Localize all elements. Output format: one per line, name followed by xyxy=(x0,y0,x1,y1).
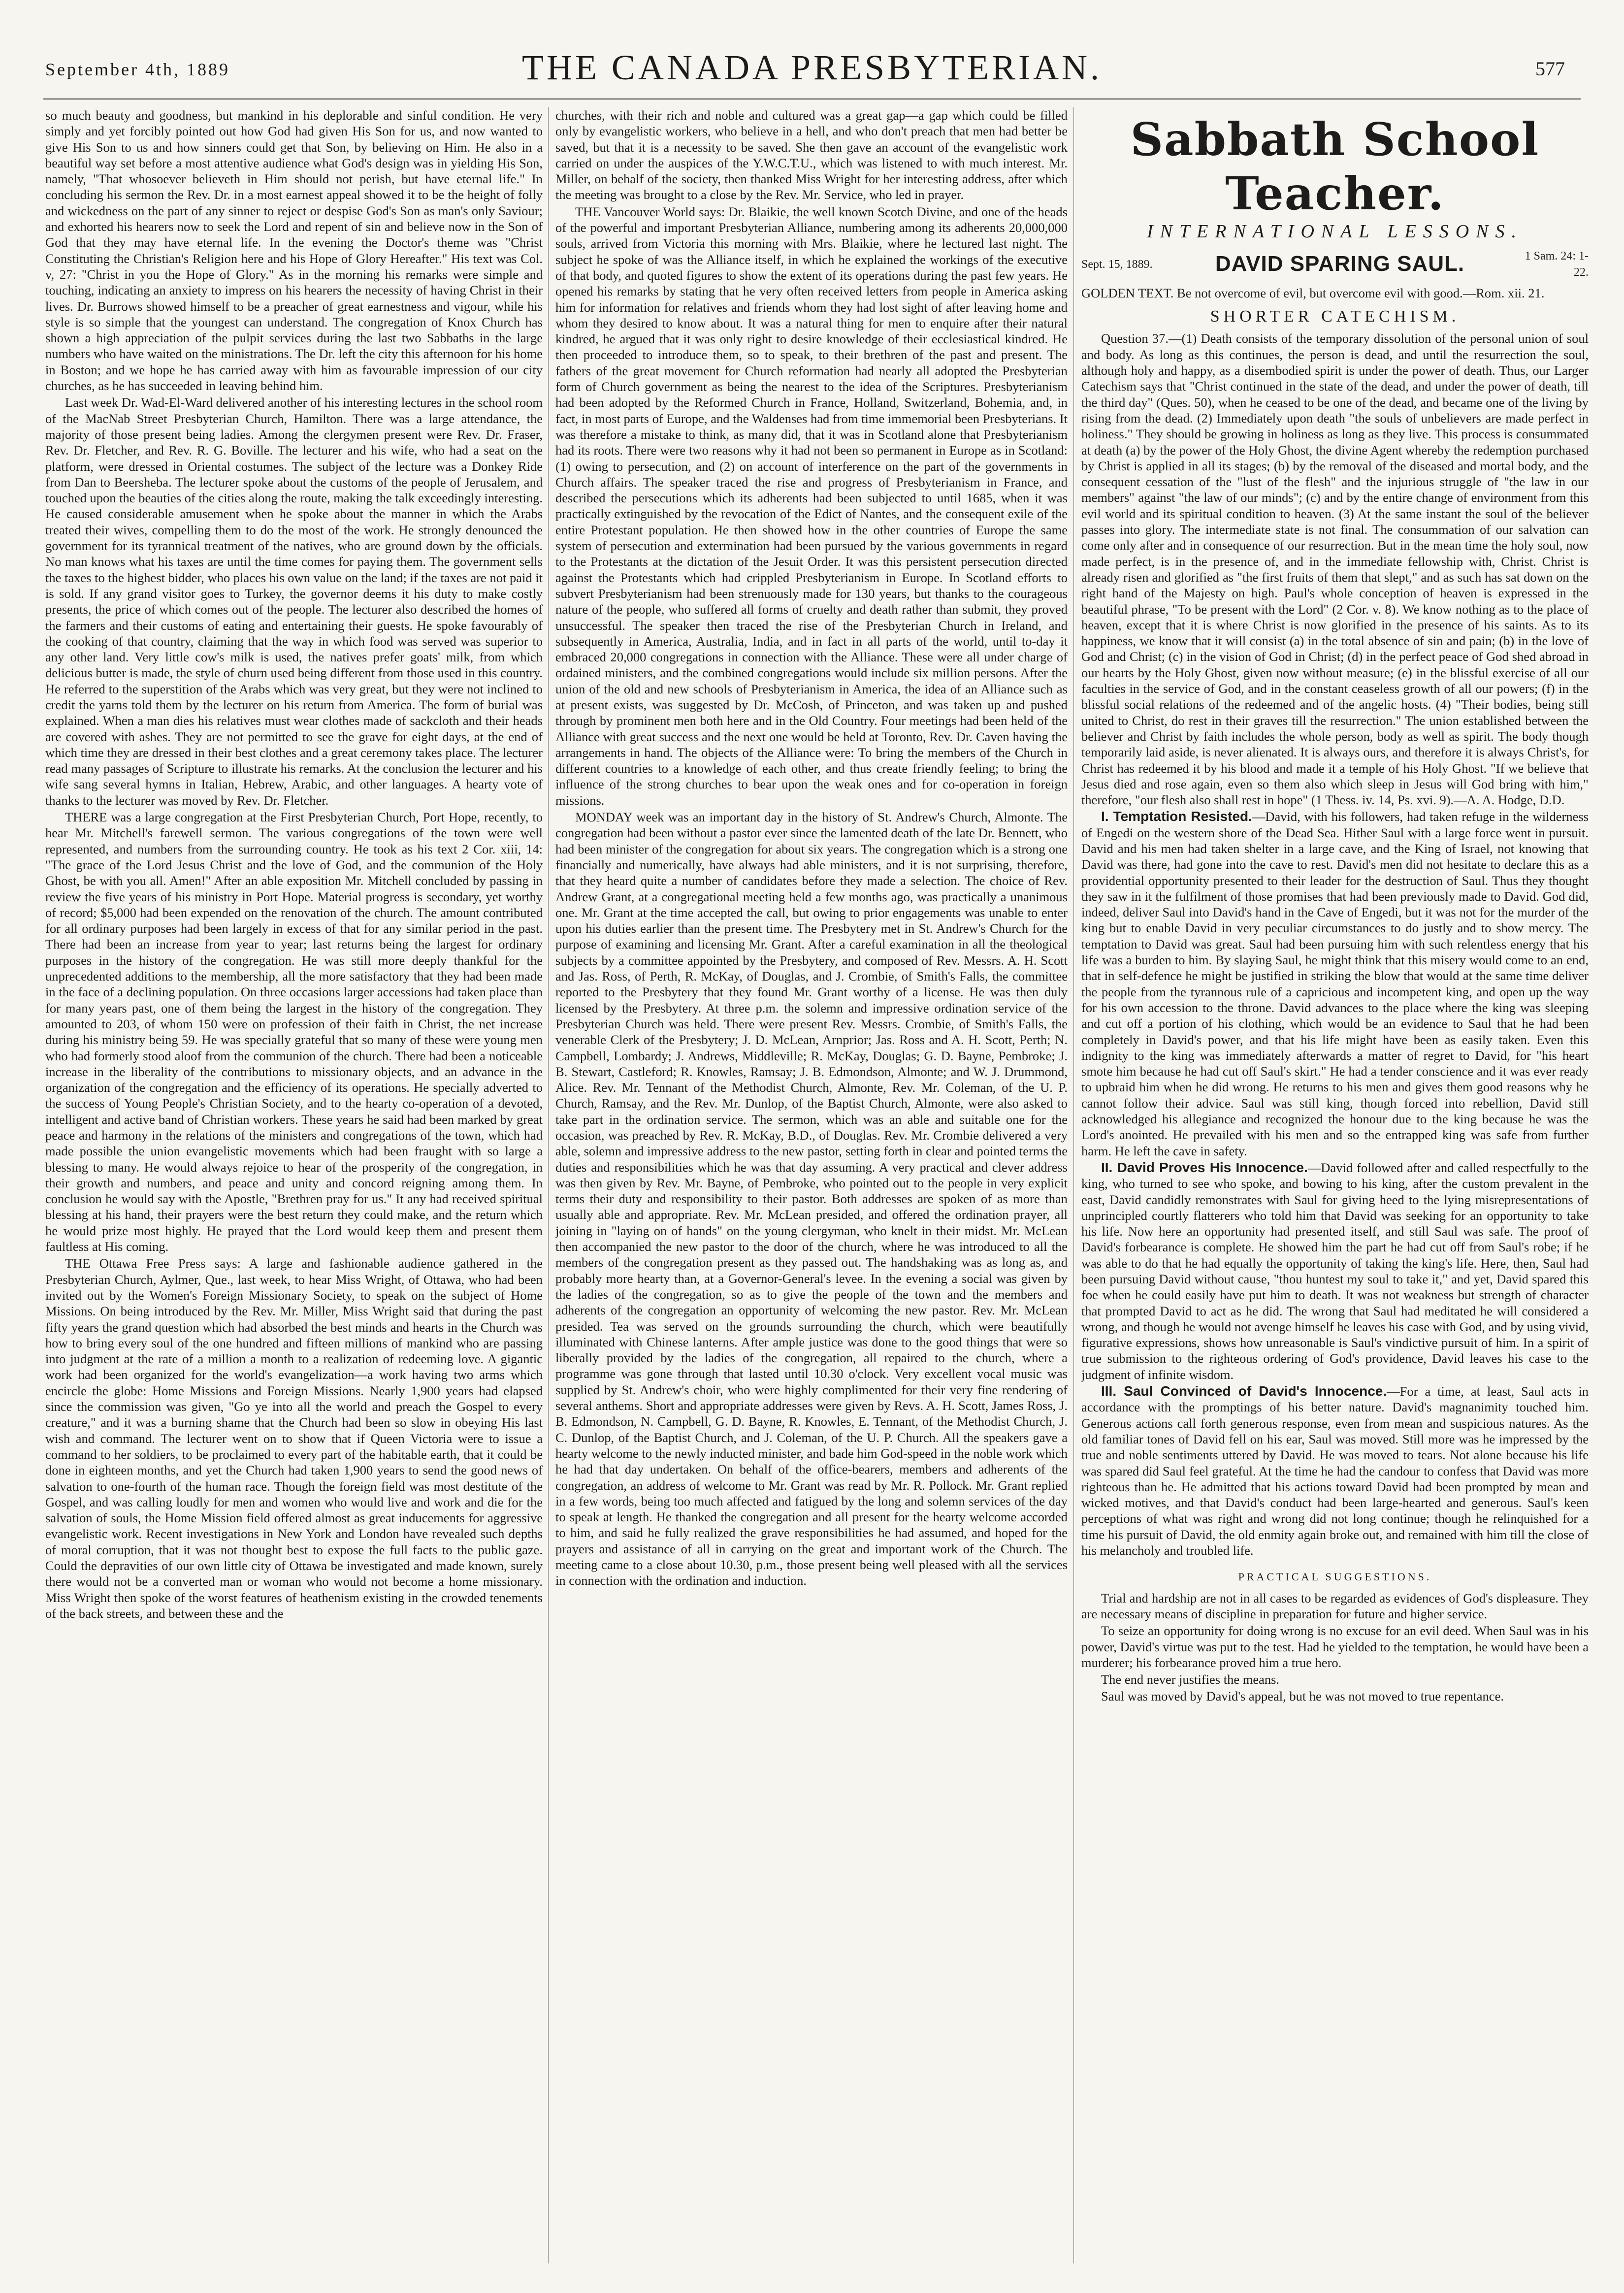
article-ottawa-free-press: THE Ottawa Free Press says: A large and fashionable audience gathered in the Presbyterian Church, Aylmer, Que., last week, to hear Miss Wright, of Ottawa, who had been invited out by the Women's Foreign Missionary Society, to speak on the subject of Home Missions. On being introduced by the Rev. Mr. Miller, Miss Wright said that during the past fifty years the grand question which had absorbed the best minds and hearts in the Church was how to bring every soul of the one hundred and fifteen millions of mankind who are passing into judgment at the rate of a million a month to a realization of redeeming love. A gigantic work had been organized for the world's evangelization—a work having two arms which encircle the globe: Home Missions and Foreign Missions. Nearly 1,900 years had elapsed since the commission was given, "Go ye into all the world and preach the Gospel to every creature," and it was a burning shame that the Church had been so slow in obeying His last wish and command. The lecturer went on to show that if Queen Victoria were to issue a command to her soldiers, to be proclaimed to every part of the habitable earth, that it could be done in eighteen months, and yet the Church had taken 1,900 years to send the good news of salvation to one-fourth of the human race. Though the foreign field was most destitute of the Gospel, and was calling loudly for men and women who would live and work and die for the salvation of souls, the Home Mission field offered almost as great inducements for aggressive evangelistic work. Recent investigations in New York and London have revealed such depths of moral corruption, that it was not thought best to expose the full facts to the public gaze. Could the depravities of our own little city of Ottawa be investigated and made known, surely there would not be a converted man or woman who would not become a home missionary. Miss Wright then spoke of the worst features of heathenism existing in the crowded tenements of the back streets, and between these and the xyxy=(45,1256,543,1621)
column-divider xyxy=(1073,107,1074,2263)
masthead-rule xyxy=(43,98,1581,99)
lesson-date: Sept. 15, 1889. xyxy=(1081,258,1153,271)
practical-suggestions-heading: PRACTICAL SUGGESTIONS. xyxy=(1238,1571,1432,1583)
section-2-heading: II. David Proves His Innocence. xyxy=(1101,1159,1308,1175)
section-3-body: —For a time, at least, Saul acts in accordance with the promptings of his better nature. David's magnanimity touched him. Generous actions call forth generous response, even from mean and suspicious natures. As the old familiar tones of David fell on his ear, Saul was moved. Still more was he impressed by the true and noble sentiments uttered by David. He was moved to tears. Not alone because his life was spared did Saul feel grateful. At the time he had the candour to confess that David was more righteous than he. He admitted that his actions toward David had been prompted by mean and wicked motives, and that David's conduct had been large-hearted and generous. Saul's keen perceptions of what was right and wrong did not long continue; though he relinquished for a time his pursuit of David, the old enmity again broke out, and remained with him till the close of his melancholy and troubled life. xyxy=(1081,1384,1589,1558)
lesson-section-3 xyxy=(1081,1383,1589,1558)
practical-suggestion: Saul was moved by David's appeal, but he was not moved to true repentance. xyxy=(1101,1689,1504,1704)
article-almonte-ordination: MONDAY week was an important day in the history of St. Andrew's Church, Almonte. The congregation had been without a pastor ever since the lamented death of the late Dr. Bennett, who had been minister of the congregation for about six years. The congregation which is a strong one financially and numerically, have always had able ministers, and it is not surprising, therefore, that they heard quite a number of candidates before they made a selection. The choice of Rev. Andrew Grant, at a congregational meeting held a few months ago, was practically a unanimous one. Mr. Grant at the time accepted the call, but owing to prior engagements was unable to enter upon his duties earlier than the present time. The Presbytery met in St. Andrew's Church for the purpose of examining and licensing Mr. Grant. After a careful examination in all the theological subjects by a committee appointed by the Presbytery, and composed of Rev. Messrs. A. H. Scott and Jas. Ross, of Perth, R. McKay, of Douglas, and J. Crombie, of Smith's Falls, the committee reported to the Presbytery that they found Mr. Grant worthy of a license. He was then duly licensed by the Presbytery. At three p.m. the solemn and impressive ordination service of the Presbyterian Church was held. There were present Rev. Messrs. Crombie, of Smith's Falls, the venerable Clerk of the Presbytery; J. D. McLean, Arnprior; Jas. Ross and A. H. Scott, Perth; N. Campbell, Lombardy; J. Andrews, Middleville; R. McKay, Douglas; G. D. Bayne, Pembroke; J. B. Stewart, Castleford; R. Knowles, Ramsay; J. B. Edmondson, Almonte; and W. J. Drummond, Alice. Rev. Mr. Tennant of the Methodist Church, Almonte, Rev. Mr. Coleman, of the U. P. Church, Ramsay, and the Rev. Mr. Dunlop, of the Baptist Church, Almonte, were also asked to take part in the ordination service. The sermon, which was an able and suitable one for the occasion, was preached by Rev. R. McKay, B.D., of Douglas. Rev. Mr. Crombie delivered a very able, solemn and impressive address to the new pastor, setting forth in clear and pointed terms the duties and responsibilities which he was that day assuming. A very practical and clever address was then given by Rev. Mr. Bayne, of Pembroke, who pointed out to the people in very explicit terms their duty and responsibility to their pastor. Both addresses are spoken of as more than usually able and appropriate. Rev. Mr. McLean presided, and offered the ordination prayer, all joining in "laying on of hands" on the young clergyman, who knelt in their midst. Mr. McLean then accompanied the new pastor to the door of the church, where he was introduced to all the members of the congregation present as they passed out. The handshaking was as long as, and probably more hearty than, at a Governor-General's levee. In the evening a social was given by the ladies of the congregation, so as to give the people of the town and the members and adherents of the congregation an opportunity of welcoming the new pastor. Rev. Mr. McLean presided. Tea was served on the grounds surrounding the church, which were beautifully illuminated with Chinese lanterns. After ample justice was done to the good things that were so liberally provided by the ladies of the congregation, all repaired to the church, where a programme was gone through that lasted until 10.30 o'clock. Very excellent vocal music was supplied by St. Andrew's choir, who were highly complimented for their very fine rendering of several anthems. Short and appropriate addresses were given by Revs. A. H. Scott, James Ross, J. B. Edmondson, N. Campbell, G. D. Bayne, R. Knowles, E. Tennant, of the Methodist Church, J. C. Dunlop, of the Baptist Church, and J. Coleman, of the U. P. Church. All the speakers gave a hearty welcome to the newly inducted minister, and bade him God-speed in the noble work which he had that day undertaken. On behalf of the office-bearers, members and adherents of the congregation, an address of welcome to Mr. Grant was read by Mr. R. Pollock. Mr. Grant replied in a few words, being too much affected and fatigued by the long and solemn services of the day to speak at length. He thanked the congregation and all present for the hearty welcome accorded to him, and said he fully realized the grave responsibilities he had assumed, and hoped for the prayers and assistance of all in carrying on the great and important work of the Church. The meeting came to a close about 10.30, p.m., those present being well pleased with all the services in connection with the ordination and induction. xyxy=(555,810,1068,1588)
lesson-section-2 xyxy=(1081,1160,1589,1382)
page-number: 577 xyxy=(1535,58,1565,80)
article-vancouver-world: THE Vancouver World says: Dr. Blaikie, the well known Scotch Divine, and one of the heads of the powerful and important Presbyterian Alliance, numbering among its adherents 20,000,000 souls, arrived from Victoria this morning with Mrs. Blaikie, where he lectured last night. The subject he spoke of was the Alliance itself, in which he explained the workings of the executive of that body, and quoted figures to show the extent of its operations during the past few years. He opened his remarks by stating that he very often received letters from people in America asking him for information for relatives and friends whom they had lost sight of after leaving home and whom they desired to know about. It was a natural thing for men to enquire after their natural kindred, he argued that it was only right to desire knowledge of their ecclesiastical kindred. He then proceeded to introduce them, so to speak, to their brethren of the past and present. The fathers of the great movement for Church reformation had nearly all adopted the Presbyterian form of Church government as being the nearest to the idea of the Scriptures. Presbyterianism had been adopted by the Reformed Church in France, Holland, Switzerland, Bohemia, and, in fact, in most parts of Europe, and the Waldenses had from time immemorial been Presbyterians. It was therefore a mistake to think, as many did, that it was in Scotland alone that Presbyterianism had its roots. There were two reasons why it had not been so permanent in Europe as in Scotland: (1) owing to persecution, and (2) on account of interference on the part of the governments in Church affairs. The speaker traced the rise and progress of Presbyterianism in France, and described the persecutions which its adherents had been subjected to until 1685, when it was practically extinguished by the revocation of the Edict of Nantes, and the consequent exile of the entire Protestant population. He then showed how in the other countries of Europe the same system of persecution and extermination had been pursued by the various governments in regard to the Protestants at the dictation of the Jesuit Order. It was this persistent persecution directed against the Protestants which had crippled Presbyterianism in Europe. In Scotland efforts to subvert Presbyterianism had been strenuously made for 130 years, but thanks to the courageous nature of the people, who suffered all forms of cruelty and death rather than submit, they proved unsuccessful. The speaker then traced the rise of the Presbyterian Church in Ireland, and subsequently in America, Australia, India, and in fact in all parts of the world, until to-day it embraced 20,000 congregations in connection with the Alliance. These were all under charge of ordained ministers, and the combined congregations would include six million persons. After the union of the old and new schools of Presbyterianism in America, the idea of an Alliance such as at present exists, was suggested by Dr. McCosh, of Princeton, and was taken up and pushed through by prominent men both here and in the Old Country. Four meetings had been held of the Alliance with great success and the next one would be held at Toronto, Rev. Dr. Caven having the arrangements in hand. The objects of the Alliance were: To bring the members of the Church in different countries to a knowledge of each other, and thus create friendly feeling; to bring the influence of the strong churches to bear upon the weak ones and for co-operation in foreign missions. xyxy=(555,204,1068,808)
section-subtitle: INTERNATIONAL LESSONS. xyxy=(1146,221,1524,242)
section-1-heading: I. Temptation Resisted. xyxy=(1101,809,1252,824)
article-wad-el-ward-lecture: Last week Dr. Wad-El-Ward delivered another of his interesting lectures in the school room of the MacNab Street Presbyterian Church, Hamilton. There was a large attendance, the majority of those present being ladies. Among the clergymen present were Rev. Dr. Fraser, Rev. Dr. Fletcher, and Rev. R. G. Boville. The lecturer and his wife, who had a seat on the platform, were dressed in Oriental costumes. The subject of the lecture was a Donkey Ride from Dan to Beersheba. The lecturer spoke about the customs of the people of Jerusalem, and touched upon the beauties of the cities along the route, making the talk exceedingly interesting. He caused considerable amusement when he spoke about the manner in which the Arabs treated their wives, compelling them to do the most of the work. He strongly denounced the government for its tyrannical treatment of the natives, who are ground down by the officials. No man knows what his taxes are until the time comes for paying them. The government sells the taxes to the highest bidder, who places his own value on the land; if the taxes are not paid it is sold. If any grand visitor goes to Turkey, the governor deems it his duty to make costly presents, the price of which comes out of the people. The lecturer also described the homes of the farmers and their customs of eating and entertaining their guests. He spoke favourably of the cooking of that country, claiming that the way in which food was served was superior to any other land. Very little cow's milk is used, the natives prefer goats' milk, from which delicious butter is made, the style of churn used being different from those used in this country. He referred to the superstition of the Arabs which was very great, but they were not inclined to credit the yarns told them by the lecturer on his return from America. The form of burial was explained. When a man dies his relatives must wear clothes made of sackcloth and their heads are covered with ashes. They are not permitted to see the grave for eight days, at the end of which time they are dressed in their best clothes and a great ceremony takes place. The lecturer read many passages of Scripture to illustrate his remarks. At the conclusion the lecturer and his wife sang several hymns in Italian, Hebrew, Arabic, and other languages. A hearty vote of thanks to the lecturer was moved by Rev. Dr. Fletcher. xyxy=(45,395,543,808)
masthead-title: THE CANADA PRESBYTERIAN. xyxy=(521,48,1103,87)
shorter-catechism-heading: SHORTER CATECHISM. xyxy=(1210,307,1460,326)
article-ottawa-free-press-cont: churches, with their rich and noble and cultured was a great gap—a gap which could be filled only by evangelistic workers, who believe in a hell, and who don't preach that men had better be saved, but that it is a necessity to be saved. She then gave an account of the evangelistic work carried on under the auspices of the Y.W.C.T.U., which was listened to with much interest. Mr. Miller, on behalf of the society, then thanked Miss Wright for her interesting address, after which the meeting was brought to a close by the Rev. Mr. Service, who led in prayer. xyxy=(555,108,1068,202)
column-3 xyxy=(1081,107,1589,2273)
column-divider xyxy=(548,107,549,2263)
section-title: Sabbath School Teacher. xyxy=(1130,113,1540,220)
section-3-heading: III. Saul Convinced of David's Innocence. xyxy=(1101,1383,1387,1399)
column-1 xyxy=(45,107,543,2273)
section-2-body: —David followed after and called respectfully to the king, who turned to see who spoke, and bowing to his king, after the custom prevalent in the east, David candidly remonstrates with Saul for giving heed to the lying misrepresentations of unprincipled courtly flatterers who told him that David was seeking for an opportunity to take his life. Now here an opportunity had presented itself, and still Saul was safe. The proof of David's forbearance is complete. He showed him the part he had cut off from Saul's robe; if he was able to do that he had equally the opportunity of taking the king's life. Here, then, Saul had been pursuing David without cause, "thou huntest my soul to take it," and yet, David spared this foe when he could easily have put him to death. It was not weakness but strength of character that prompted David to act as he did. The wrong that Saul had meditated he will considered a wrong, and though he would not avenge himself he leaves his case with God, and by using vivid, figurative expressions, shows how unreasonable is Saul's vindictive pursuit of him. In a spirit of true submission to the righteous ordering of God's providence, David leaves his case to the judgment of infinite wisdom. xyxy=(1081,1160,1589,1382)
lesson-section-1 xyxy=(1081,809,1589,1159)
column-2 xyxy=(555,107,1068,2273)
article-port-hope-farewell: THERE was a large congregation at the First Presbyterian Church, Port Hope, recently, to hear Mr. Mitchell's farewell sermon. The various congregations of the town were well represented, and numbers from the surrounding country. He took as his text 2 Cor. xiii, 14: "The grace of the Lord Jesus Christ and the love of God, and the communion of the Holy Ghost, be with you all. Amen!" After an able exposition Mr. Mitchell concluded by passing in review the five years of his ministry in Port Hope. Material progress is secondary, yet worthy of record; $5,000 had been expended on the renovation of the church. The amount contributed for all ordinary purposes had been largely in excess of that for any similar period in the past. There had been an increase from year to year; last returns being the largest for ordinary purposes in the history of the congregation. He was still more deeply thankful for the unprecedented additions to the membership, all the more satisfactory that they had been made in the face of a declining population. On three occasions larger accessions had taken place than for many years past, one of them being the largest in the history of the congregation. They amounted to 203, of whom 150 were on profession of their faith in Christ, the net increase during his ministry being 59. He was specially grateful that so many of these were young men who had formerly stood aloof from the communion of the church. There had been a noticeable increase in the liberality of the contributions to missionary objects, and an advance in the organization of the congregation and the efficiency of its operations. He specially adverted to the success of Young People's Christian Society, and to the hearty co-operation of a devoted, intelligent and active band of Christian workers. These years he said had been marked by great peace and harmony in the relations of the ministers and congregations of the town, which had made possible the union evangelistic movements which had been fraught with so large a blessing to many. He would always rejoice to hear of the prosperity of the congregation, in their growth and numbers, and peace and unity and concord reigning among them. In conclusion he would say with the Apostle, "Brethren pray for us." It any had received spiritual blessing at his hand, their prayers were the best return they could make, and the return which he would prize most highly. He prayed that the Lord would keep them and present them faultless at His coming. xyxy=(45,810,543,1254)
lesson-reference: 1 Sam. 24: 1-22. xyxy=(1525,250,1589,279)
masthead-date: September 4th, 1889 xyxy=(45,60,230,79)
lesson-header xyxy=(1081,248,1589,280)
practical-suggestion: The end never justifies the means. xyxy=(1101,1672,1280,1687)
catechism-question-37: Question 37.—(1) Death consists of the temporary dissolution of the personal union of soul and body. As long as this continues, the person is dead, and until the resurrection the soul, although holy and happy, as a disembodied spirit is under the power of death. Thus, our Larger Catechism says that "Christ continued in the state of the dead, and under the power of death, till the third day" (Ques. 50), when he ceased to be one of the dead, and became one of the living by rising from the dead. (2) Immediately upon death "the souls of unbelievers are made perfect in holiness." They should be growing in holiness as long as they live. This process is consummated at death (a) by the power of the Holy Ghost, the divine Agent whereby the redemption purchased by Christ is applied in all its stages; (b) by the removal of the diseased and mortal body, and the consequent cessation of the "lust of the flesh" and the injurious struggle of "the law in our members" against "the law of our minds"; (c) and by the entire change of environment from this evil world and its spiritual condition to heaven. (3) At the same instant the soul of the believer passes into glory. The intermediate state is not final. The consummation of our salvation can come only after and in consequence of our resurrection. But in the mean time the holy soul, now made perfect, is in the presence of, and in the immediate fellowship with, Christ. Christ is already risen and glorified as "the first fruits of them that slept," and as such has sat down on the right hand of the Majesty on high. Paul's whole conception of heaven is expressed in the beautiful phrase, "To be present with the Lord" (2 Cor. v. 8). We know nothing as to the place of heaven, except that it is where Christ is now glorified in the presence of his saints. As to its happiness, we know that it will consist (a) in the total absence of sin and pain; (b) in the love of God and Christ; (c) in the vision of God in Christ; (d) in the perfect peace of God shed abroad in our hearts by the Holy Ghost, given now without measure; (e) in the blissful exercise of all our faculties in the service of God, and in the constant ceaseless growth of all our powers; (f) in the blissful social relations of the redeemed and of the angelic hosts. (4) "Their bodies, being still united to Christ, do rest in their graves till the resurrection." The union established between the believer and Christ by faith includes the whole person, body as well as spirit. The body though temporarily laid aside, is never alienated. It is always ours, and therefore it is always Christ's, for Christ has redeemed it by his blood and made it a temple of his Holy Ghost. "If we believe that Jesus died and rose again, even so them also which sleep in Jesus will God bring with him," therefore, "our flesh also shall rest in hope" (1 Thess. iv. 14, Ps. xvi. 9).—A. A. Hodge, D.D. xyxy=(1081,331,1589,808)
golden-text: GOLDEN TEXT. Be not overcome of evil, but overcome evil with good.—Rom. xii. 21. xyxy=(1081,285,1545,300)
lesson-title: DAVID SPARING SAUL. xyxy=(1215,252,1465,276)
article-knox-church-end: so much beauty and goodness, but mankind in his deplorable and sinful condition. He very simply and yet forcibly pointed out how God had given His Son for us, and now wanted to give His Son to us and how sinners could get that Son, by believing on Him. He also in a beautiful way set before a most attentive audience what God's design was in yielding His Son, namely, "That whosoever believeth in Him should not perish, but have eternal life." In concluding his sermon the Rev. Dr. in a most earnest appeal showed it to be the height of folly and wickedness on the part of any sinner to reject or despise God's Son as man's only Saviour; and exhorted his hearers now to seek the Lord and repent of sin and believe now in the Son of God that they may have eternal life. In the evening the Doctor's theme was "Christ Constituting the Christian's Religion here and his Hope of Glory Hereafter." His text was Col. v, 27: "Christ in you the Hope of Glory." As in the morning his remarks were simple and touching, indicating an anxiety to impress on his hearers the necessity of having Christ in their lives. Dr. Burrows showed himself to be a preacher of great earnestness and vigour, while his style is so simple that the youngest can understand. The congregation of Knox Church has shown a high appreciation of the pulpit services during the last two Sabbaths in the large numbers who have waited on the ministrations. The Dr. left the city this afternoon for his home in Boston; and we hope he has carried away with him as favourable impression of our city churches, as he has succeeded in leaving behind him. xyxy=(45,108,543,393)
practical-suggestion: To seize an opportunity for doing wrong is no excuse for an evil deed. When Saul was in his power, David's virtue was put to the test. Had he yielded to the temptation, he would have been a murderer; his forbearance proved him a true hero. xyxy=(1081,1623,1589,1670)
section-1-body: —David, with his followers, had taken refuge in the wilderness of Engedi on the western shore of the Dead Sea. Hither Saul with a large force went in pursuit. David and his men had taken shelter in a large cave, and the King of Israel, not knowing that David was there, had gone into the cave to rest. David's men did not hesitate to declare this as a providential opportunity presented to their leader for the destruction of Saul. Thus they thought they saw in it the fulfilment of those promises that had been previously made to David. God did, indeed, deliver Saul into David's hand in the Cave of Engedi, but it was not for the murder of the king but to enable David in very peculiar circumstances to do justly and to show mercy. The temptation to David was great. Saul had been pursuing him with such relentless energy that his life was a burden to him. By slaying Saul, he might think that this misery would come to an end, that in self-defence he might be justified in striking the blow that would at the same time deliver the people from the tyrannous rule of a capricious and incompetent king, and open up the way for his own accession to the throne. David advances to the place where the king was sleeping and cut off a portion of his clothing, which would be an evidence to Saul that he had been completely in David's power, and that his life might have been as easily taken. Even this indignity to the king was immediately afterwards a matter of regret to David, for "his heart smote him because he had cut off Saul's skirt." He had a tender conscience and it was ever ready to upbraid him when he did wrong. He returns to his men and gives them good reasons why he cannot follow their advice. Saul was still king, though forced into rebellion, David still acknowledged his allegiance and recognized the honour due to the king because he was the Lord's anointed. He prevailed with his men and so the entrapped king was safe from further harm. He left the cave in safety. xyxy=(1081,809,1589,1158)
practical-suggestion: Trial and hardship are not in all cases to be regarded as evidences of God's displeasure. They are necessary means of discipline in preparation for future and higher service. xyxy=(1081,1590,1589,1621)
